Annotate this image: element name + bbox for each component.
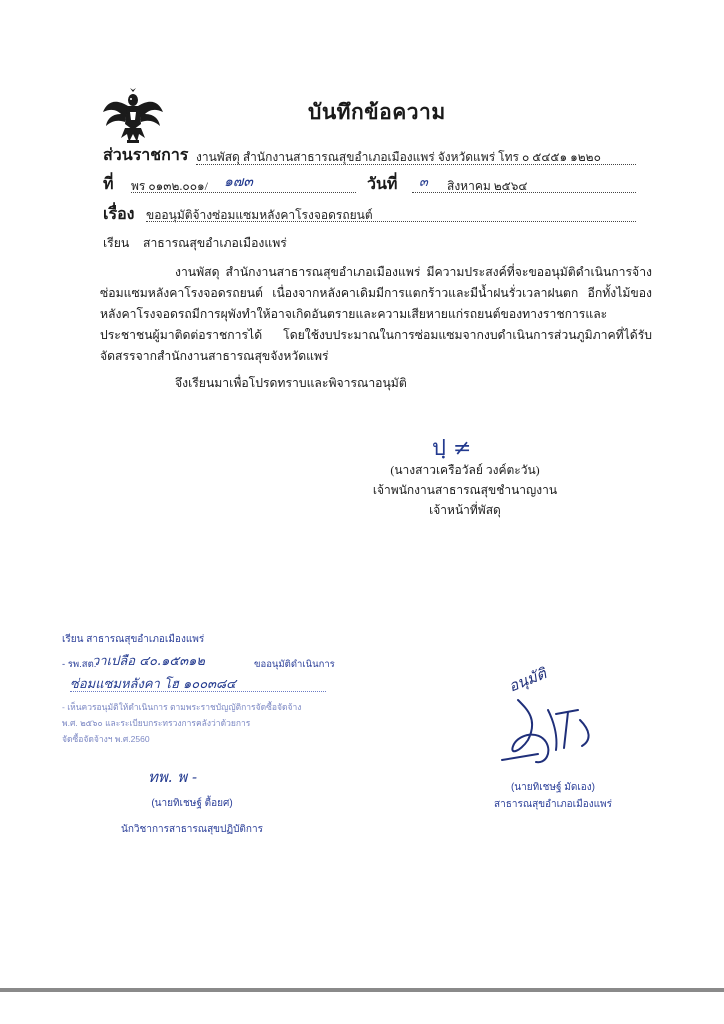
- subject-value: ขออนุมัติจ้างซ่อมแซมหลังคาโรงจอดรถยนต์: [146, 208, 373, 222]
- page-bottom-edge: [0, 988, 724, 992]
- stamp-line-recommend: - เห็นควรอนุมัติให้ดำเนินการ ตามพระราชบัญญัติการจัดซื้อจัดจ้าง: [62, 702, 302, 712]
- stamp-line-rpst-prefix: - รพ.สต.: [62, 659, 97, 670]
- date-dotline: [412, 192, 636, 193]
- stamp-line-request: ขออนุมัติดำเนินการ: [254, 659, 335, 670]
- closing-line: จึงเรียนมาเพื่อโปรดทราบและพิจารณาอนุมัติ: [175, 376, 407, 390]
- stamp-signer-position: นักวิชาการสาธารณสุขปฏิบัติการ: [121, 824, 263, 835]
- ref-handwritten-number: ๑๗๓: [224, 174, 253, 190]
- to-label: เรียน: [103, 236, 130, 250]
- approval-signature-icon: [498, 690, 608, 770]
- date-label: วันที่: [367, 176, 398, 193]
- signer-name: (นางสาวเครือวัลย์ วงค์ตะวัน): [390, 463, 540, 477]
- stamp-handwritten-rpst: วาเปลือ ๔๐.๑๕๓๑๒: [92, 654, 205, 669]
- body-paragraph: งานพัสดุ สำนักงานสาธารณสุขอำเภอเมืองแพร่ มีความประสงค์ที่จะขออนุมัติดำเนินการจ้างซ่อมแซมหลังคาโรงจอดรถยนต์ เนื่องจากหลังคาเดิมมีการแตกร้าวและมีน้ำฝนรั่วเวลาฝนตก อีกทั้งไม้ของหลังคาโรงจอดรถมีการผุพังทำให้อาจเกิดอันตรายและความเสียหายแก่รถยนต์ของทางราชการและประชาชนผู้มาติดต่อราชการได้ โดยใช้งบประมาณในการซ่อมแซมจากงบดำเนินการส่วนภูมิภาคที่ได้รับจัดสรรจากสำนักงานสาธารณสุขจังหวัดแพร่: [100, 265, 652, 363]
- date-rest: สิงหาคม ๒๕๖๔: [447, 179, 528, 193]
- subject-label: เรื่อง: [103, 206, 135, 223]
- garuda-emblem-icon: [103, 88, 163, 146]
- approval-handwritten-approve: อนุมัติ: [506, 664, 549, 696]
- section-label: ส่วนราชการ: [103, 147, 189, 164]
- stamp-line-regulation: พ.ศ. ๒๕๖๐ และระเบียบกระทรวงการคลังว่าด้วยการ: [62, 718, 251, 728]
- stamp-handwritten-detail: ซ่อมแซมหลังคา โฮ ๑๐๐๓๘๔: [70, 677, 236, 692]
- date-day: ๓: [419, 175, 428, 190]
- signer-role: เจ้าหน้าที่พัสดุ: [429, 503, 501, 517]
- stamp-dotline: [70, 691, 326, 692]
- stamp-signature: ทพ. พ -: [148, 768, 198, 786]
- section-value: งานพัสดุ สำนักงานสาธารณสุขอำเภอเมืองแพร่ จังหวัดแพร่ โทร ๐ ๕๔๕๑ ๑๒๒๐: [196, 150, 601, 164]
- signer-position: เจ้าพนักงานสาธารณสุขชำนาญงาน: [372, 483, 558, 497]
- stamp-signer-name: (นายทิเชษฐ์ ตื้อยศ): [151, 798, 233, 809]
- stamp-line-year: จัดซื้อจัดจ้างฯ พ.ศ.2560: [62, 734, 150, 744]
- section-dotline: [196, 164, 636, 165]
- ref-label: ที่: [103, 176, 114, 193]
- approval-signer-name: (นายทิเชษฐ์ มัดเอง): [510, 782, 596, 793]
- stamp-line-addressee: เรียน สาธารณสุขอำเภอเมืองแพร่: [62, 634, 205, 645]
- memo-title: บันทึกข้อความ: [308, 100, 446, 124]
- to-value: สาธารณสุขอำเภอเมืองแพร่: [143, 236, 287, 250]
- approval-signer-position: สาธารณสุขอำเภอเมืองแพร่: [494, 799, 612, 810]
- ref-dotline: [131, 192, 356, 193]
- ref-value: พร ๐๑๓๒.๐๐๑/: [131, 179, 209, 193]
- subject-dotline: [146, 221, 636, 222]
- signer-signature: ปฺ ≠: [432, 436, 472, 461]
